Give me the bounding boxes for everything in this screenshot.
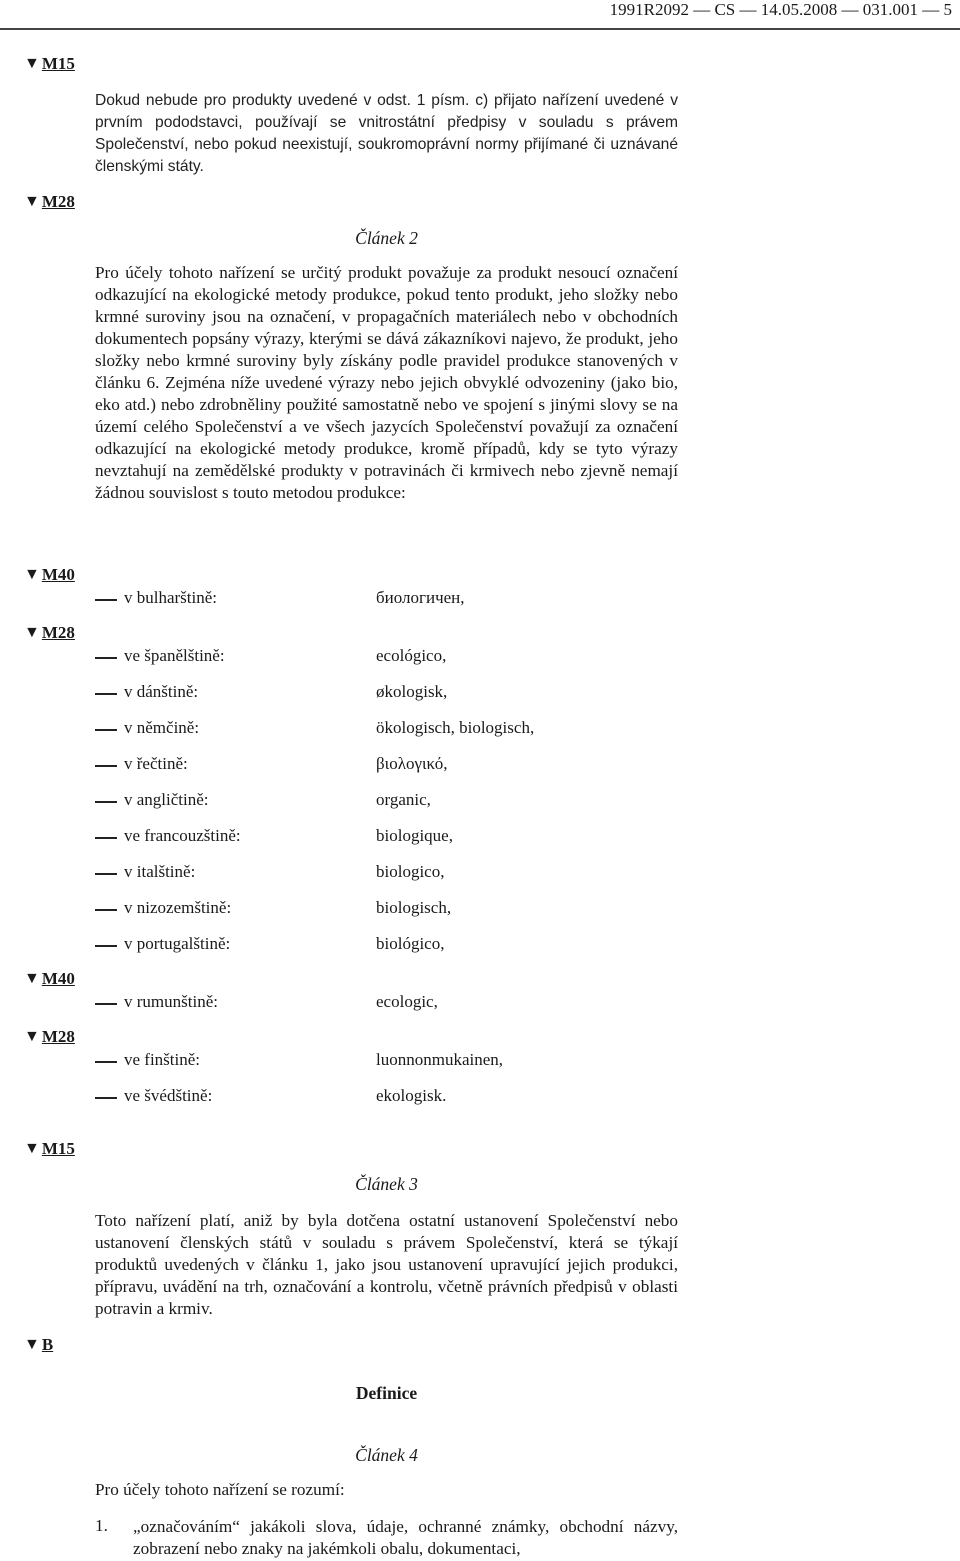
down-triangle-icon: ▼ <box>24 55 40 72</box>
dash <box>95 729 117 731</box>
dash <box>95 1003 117 1005</box>
term-row: v dánštině: økologisk, <box>95 682 695 706</box>
term-row: v řečtině: βιολογικό, <box>95 754 695 778</box>
amendment-marker: ▼ M15 <box>24 1139 75 1158</box>
dash <box>95 945 117 947</box>
intro-paragraph: Dokud nebude pro produkty uvedené v odst. 1 písm. c) přijato nařízení uvedené v prvním pododstavci, používají se vnitrostátní předpisy v souladu s právem Společenství, nebo pokud neexistují, soukromoprávní normy přijímané či uznávané členskými státy. <box>95 92 678 175</box>
down-triangle-icon: ▼ <box>24 624 40 641</box>
amendment-marker: ▼ M28 <box>24 192 75 211</box>
amendment-marker: ▼ M28 <box>24 623 75 642</box>
amendment-marker: ▼ M40 <box>24 969 75 988</box>
term-row: ve francouzštině: biologique, <box>95 826 695 850</box>
article-4-intro: Pro účely tohoto nařízení se rozumí: <box>95 1480 345 1499</box>
term-row: v portugalštině: biológico, <box>95 934 695 958</box>
down-triangle-icon: ▼ <box>24 970 40 987</box>
dash <box>95 801 117 803</box>
list-item-number: 1. <box>95 1516 108 1535</box>
dash <box>95 599 117 601</box>
down-triangle-icon: ▼ <box>24 566 40 583</box>
article-2-title: Článek 2 <box>355 228 418 248</box>
term-row: ve finštině: luonnonmukainen, <box>95 1050 695 1074</box>
dash <box>95 1097 117 1099</box>
list-item-text: „označováním“ jakákoli slova, údaje, ochranné známky, obchodní názvy, zobrazení nebo znaky na jakémkoli obalu, dokumentaci, <box>133 1517 678 1558</box>
header-rule <box>0 28 960 30</box>
term-row: v rumunštině: ecologic, <box>95 992 695 1016</box>
amendment-marker: ▼ M40 <box>24 565 75 584</box>
term-row: v bulharštině: биологичен, <box>95 588 695 612</box>
down-triangle-icon: ▼ <box>24 193 40 210</box>
term-row: v italštině: biologico, <box>95 862 695 886</box>
document-header: 1991R2092 — CS — 14.05.2008 — 031.001 — 5 <box>609 0 952 19</box>
dash <box>95 765 117 767</box>
down-triangle-icon: ▼ <box>24 1028 40 1045</box>
amendment-marker: ▼ M15 <box>24 54 75 73</box>
term-row: ve španělštině: ecológico, <box>95 646 695 670</box>
down-triangle-icon: ▼ <box>24 1336 40 1353</box>
article-3-title: Článek 3 <box>355 1174 418 1194</box>
dash <box>95 657 117 659</box>
dash <box>95 873 117 875</box>
definitions-heading: Definice <box>355 1383 418 1403</box>
down-triangle-icon: ▼ <box>24 1140 40 1157</box>
dash <box>95 837 117 839</box>
term-row: v angličtině: organic, <box>95 790 695 814</box>
amendment-marker: ▼ M28 <box>24 1027 75 1046</box>
amendment-marker: ▼ B <box>24 1335 54 1354</box>
term-row: v němčině: ökologisch, biologisch, <box>95 718 695 742</box>
dash <box>95 909 117 911</box>
dash <box>95 1061 117 1063</box>
article-2-text: Pro účely tohoto nařízení se určitý produkt považuje za produkt nesoucí označení odkazující na ekologické metody produkce, pokud tento produkt, jeho složky nebo krmné suroviny jsou na označení, v propagačních materiálech nebo v obchodních dokumentech popsány výrazy, kterými se dává zákazníkovi najevo, že produkt, jeho složky nebo krmné suroviny byly získány podle pravidel produkce stanovených v článku 6. Zejména níže uvedené výrazy nebo jejich obvyklé odvozeniny (jako bio, eko atd.) nebo zdrobněliny použité samostatně nebo ve spojení s jinými slovy se na území celého Společenství a ve všech jazycích Společenství považují za označení odkazující na ekologické metody produkce, kromě případů, kdy se tyto výrazy nevztahují na zemědělské produkty v potravinách či krmivech nebo zjevně nemají žádnou souvislost s touto metodou produkce: <box>95 263 678 502</box>
term-row: ve švédštině: ekologisk. <box>95 1086 695 1110</box>
article-3-text: Toto nařízení platí, aniž by byla dotčena ostatní ustanovení Společenství nebo ustanovení členských států v souladu s právem Společenství, která se týkají produktů uvedených v článku 1, jako jsou ustanovení upravující jejich produkci, přípravu, uvádění na trh, označování a kontrolu, včetně právních předpisů v oblasti potravin a krmiv. <box>95 1211 678 1318</box>
dash <box>95 693 117 695</box>
term-row: v nizozemštině: biologisch, <box>95 898 695 922</box>
article-4-title: Článek 4 <box>355 1445 418 1465</box>
